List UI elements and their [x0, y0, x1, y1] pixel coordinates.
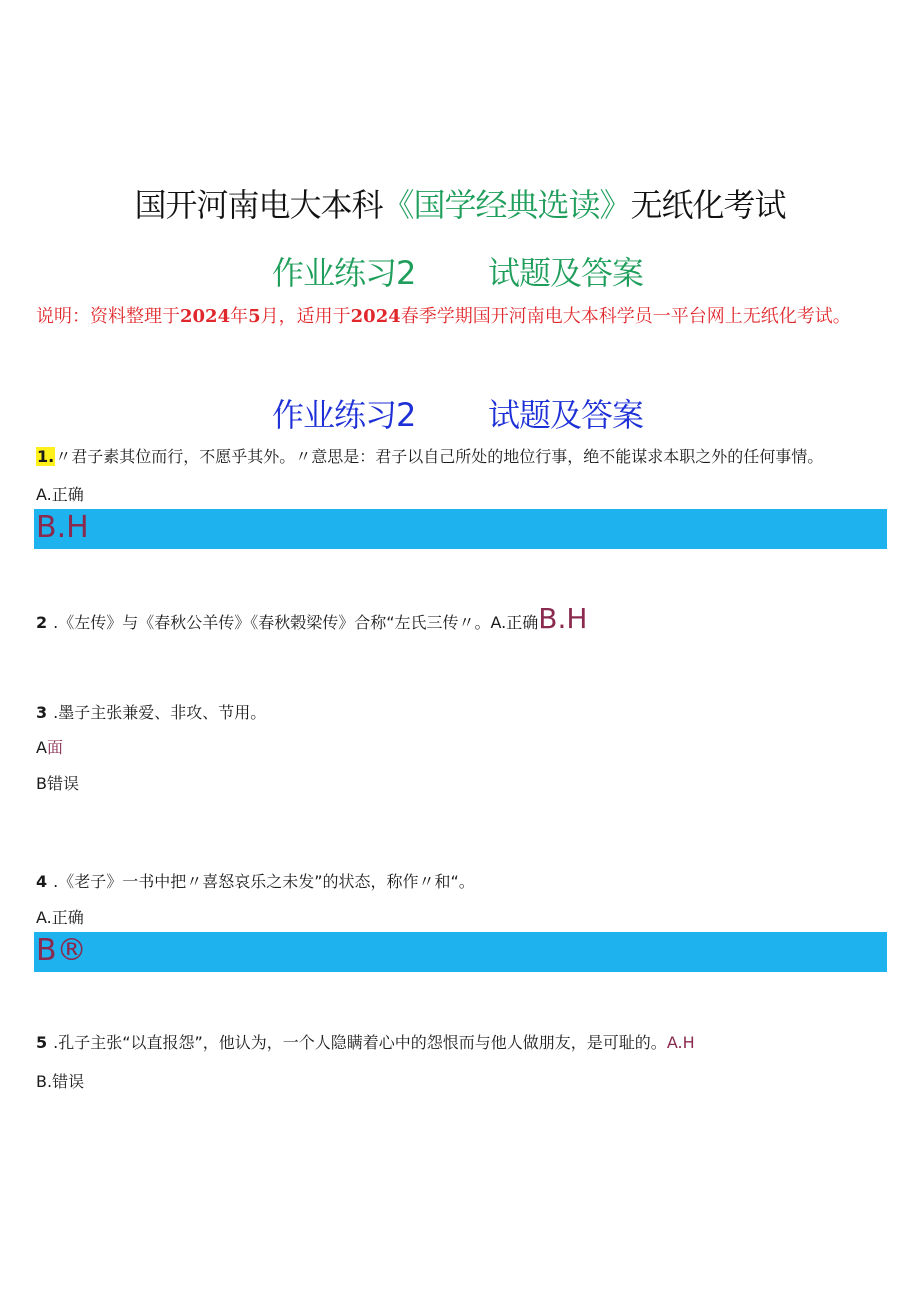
question-2 [36, 602, 587, 635]
note-paragraph [36, 300, 891, 334]
question-number: 1. [37, 447, 55, 466]
question-text: .《左传》与《春秋公羊传》《春秋榖梁传》合称“左氏三传〃。A.正确 [53, 613, 539, 632]
subtitle-answers: 试题及答案 [488, 254, 644, 292]
note-text: 春季学期国开河南电大本科学员一平台网上无纸化考试。 [400, 306, 851, 327]
question-1 [36, 444, 823, 467]
section-heading-exercise: 作业练习2 [272, 396, 416, 434]
option-b: B.错误 [36, 1072, 85, 1091]
option-a-prefix: A [36, 738, 47, 757]
note-year: 2024 [180, 306, 231, 327]
question-number: 4 [36, 872, 48, 891]
answer-bar [34, 509, 887, 549]
option-b: B错误 [36, 774, 79, 793]
note-text: 年 [230, 306, 249, 327]
subtitle-exercise: 作业练习2 [272, 254, 416, 292]
title-prefix: 国开河南电大本科 [134, 186, 383, 224]
title-suffix: 无纸化考试 [630, 186, 786, 224]
title-course: 《国学经典选读》 [382, 186, 631, 224]
note-year: 2024 [350, 306, 401, 327]
note-text: 月，适用于 [260, 306, 351, 327]
question-text: .孔子主张“以直报怨”，他认为，一个人隐瞒着心中的怨恨而与他人做朋友，是可耻的。 [53, 1033, 667, 1052]
option-a: A.正确 [36, 485, 84, 504]
section-heading-answers: 试题及答案 [488, 396, 644, 434]
page-title [0, 180, 920, 226]
option-a-mark: 面 [46, 738, 63, 757]
answer-inline: A.H [666, 1033, 695, 1052]
question-number: 3 [36, 703, 48, 722]
answer-text: B.H [36, 510, 89, 545]
option-a [36, 735, 63, 758]
question-number: 5 [36, 1033, 48, 1052]
option-a: A.正确 [36, 908, 84, 927]
question-text: .墨子主张兼爱、非攻、节用。 [53, 703, 267, 722]
note-text: 说明：资料整理于 [36, 306, 180, 327]
note-month: 5 [248, 306, 261, 327]
answer-bar [34, 932, 887, 972]
question-text: 〃君子素其位而行，不愿乎其外。〃意思是：君子以自己所处的地位行事，绝不能谋求本职之外的任何事情。 [55, 447, 824, 466]
question-3 [36, 700, 266, 723]
answer-text: B® [36, 933, 87, 968]
question-4 [36, 869, 475, 892]
question-number: 2 [36, 613, 48, 632]
answer-inline: B.H [538, 602, 588, 635]
question-text: .《老子》一书中把〃喜怒哀乐之未发”的状态，称作〃和“。 [53, 872, 475, 891]
question-5 [36, 1030, 695, 1053]
